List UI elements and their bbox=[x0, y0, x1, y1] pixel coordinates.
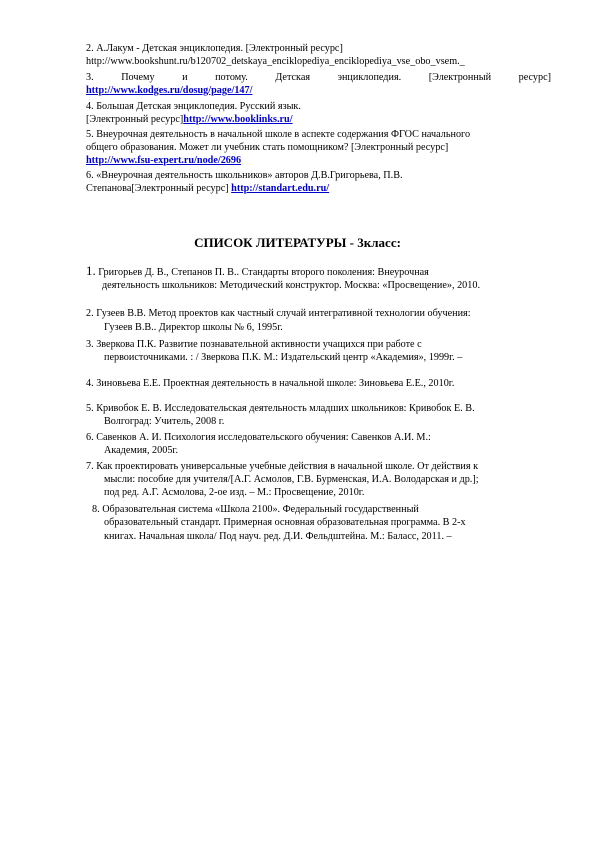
source-2-url[interactable]: http://www.bookshunt.ru/b120702_detskaya_enciklopediya_enciklopediya_vse_obo_vsem._ bbox=[86, 56, 465, 67]
source-5-link[interactable]: http://www.fsu-expert.ru/node/2696 bbox=[86, 155, 242, 166]
ref-1-line-1 bbox=[86, 264, 429, 279]
source-4-link[interactable]: http://www.booklinks.ru/ bbox=[183, 114, 293, 125]
ref-1-text: Григорьев Д. В., Степанов П. В.. Стандарты второго поколения: Внеурочная bbox=[95, 267, 429, 278]
source-5-link-line bbox=[86, 154, 241, 167]
source-5-line-1: 5. Внеурочная деятельность в начальной школе в аспекте содержания ФГОС начального bbox=[86, 129, 471, 140]
ref-7-line-3: под ред. А.Г. Асмолова, 2-ое изд. – М.: Просвещение, 2010г. bbox=[104, 487, 365, 498]
bibliography-title: СПИСОК ЛИТЕРАТУРЫ - 3класс: bbox=[194, 235, 401, 250]
source-3-word: Почему bbox=[121, 72, 155, 83]
source-3-word: и bbox=[182, 72, 188, 83]
source-4-line-2 bbox=[86, 113, 293, 126]
source-6-line-1: 6. «Внеурочная деятельность школьников» авторов Д.В.Григорьева, П.В. bbox=[86, 170, 403, 181]
source-2-line-1: 2. А.Лакум - Детская энциклопедия. [Электронный ресурс] bbox=[86, 43, 343, 54]
source-6-link[interactable]: http://standart.edu.ru/ bbox=[231, 183, 330, 194]
ref-6-line-1: 6. Савенков А. И. Психология исследовательского обучения: Савенков А.И. М.: bbox=[86, 432, 431, 443]
ref-5-line-1: 5. Кривобок Е. В. Исследовательская деятельность младших школьников: Кривобок Е. В. bbox=[86, 403, 475, 414]
source-4-text: [Электронный ресурс] bbox=[86, 114, 184, 125]
ref-3-line-1: 3. Зверкова П.К. Развитие познавательной активности учащихся при работе с bbox=[86, 339, 422, 350]
ref-6-line-2: Академия, 2005г. bbox=[104, 445, 179, 456]
source-3-word: Детская bbox=[275, 72, 311, 83]
source-3-word: потому. bbox=[215, 72, 248, 83]
source-6-text: Степанова[Электронный ресурс] bbox=[86, 183, 232, 194]
source-3-line-1 bbox=[86, 71, 551, 84]
source-6-line-2 bbox=[86, 182, 329, 195]
source-3-link-line bbox=[86, 84, 252, 97]
ref-1-number: 1. bbox=[86, 263, 96, 278]
ref-7-line-2: мысли: пособие для учителя/[А.Г. Асмолов, Г.В. Бурменская, И.А. Володарская и др.]; bbox=[104, 474, 479, 485]
ref-7-line-1: 7. Как проектировать универсальные учебные действия в начальной школе. От действия к bbox=[86, 461, 479, 472]
ref-3-line-2: первоисточниками. : / Зверкова П.К. М.: Издательский центр «Академия», 1999г. – bbox=[104, 352, 463, 363]
source-5-line-2: общего образования. Может ли учебник стать помощником? [Электронный ресурс] bbox=[86, 142, 449, 153]
source-3-word: энциклопедия. bbox=[337, 72, 402, 83]
ref-8-line-1: 8. Образовательная система «Школа 2100». Федеральный государственный bbox=[92, 504, 419, 515]
ref-4-line-1: 4. Зиновьева Е.Е. Проектная деятельность в начальной школе: Зиновьева Е.Е., 2010г. bbox=[86, 378, 455, 389]
ref-8-line-3: книгах. Начальная школа/ Под науч. ред. Д.И. Фельдштейна. М.: Баласс, 2011. – bbox=[104, 531, 452, 542]
ref-1-line-2: деятельность школьников: Методический конструктор. Москва: «Просвещение», 2010. bbox=[102, 280, 480, 291]
source-3-word: [Электронный bbox=[428, 72, 492, 83]
ref-5-line-2: Волгоград: Учитель, 2008 г. bbox=[104, 416, 225, 427]
ref-2-line-1: 2. Гузеев В.В. Метод проектов как частный случай интегративной технологии обучения: bbox=[86, 308, 471, 319]
source-3-word: 3. bbox=[86, 72, 94, 83]
source-3-word: ресурс] bbox=[518, 72, 551, 83]
ref-8-line-2: образовательный стандарт. Примерная основная образовательная программа. В 2-х bbox=[104, 517, 466, 528]
source-3-link[interactable]: http://www.kodges.ru/dosug/page/147/ bbox=[86, 85, 253, 96]
source-4-line-1: 4. Большая Детская энциклопедия. Русский язык. bbox=[86, 101, 301, 112]
ref-2-line-2: Гузеев В.В.. Директор школы № 6, 1995г. bbox=[104, 322, 283, 333]
